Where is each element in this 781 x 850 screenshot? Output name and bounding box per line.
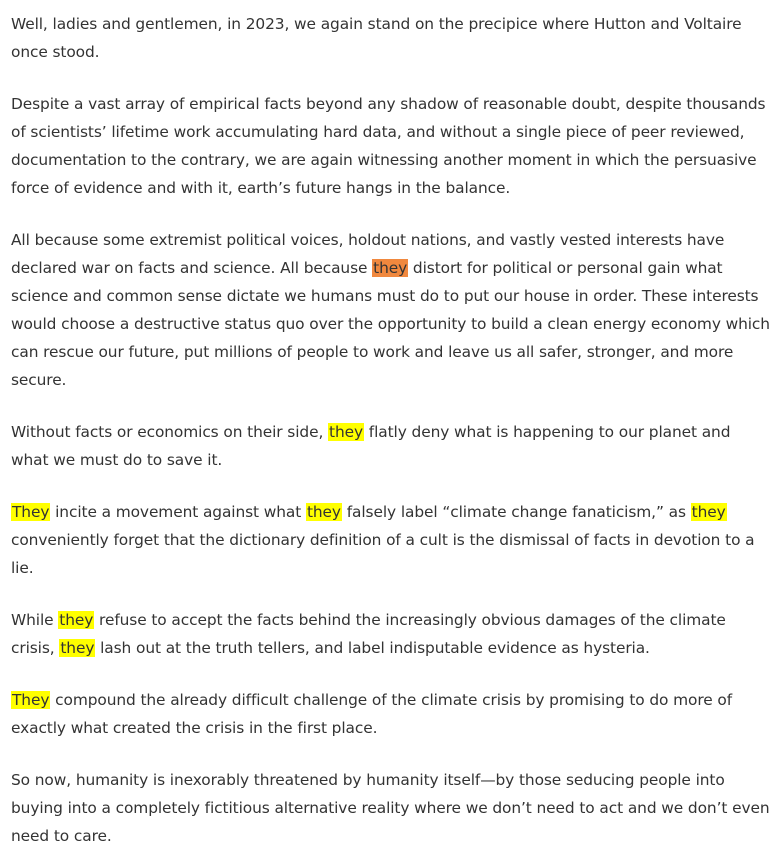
paragraph-text: While xyxy=(11,611,59,629)
current-search-match: they xyxy=(373,259,408,277)
search-match-highlight: They xyxy=(12,691,50,709)
paragraph-text: flatly deny what is happening to our planet and what we must do to save it. xyxy=(11,423,731,469)
search-match-highlight: they xyxy=(329,423,363,441)
article-paragraph xyxy=(11,10,771,66)
search-match-highlight: they xyxy=(59,611,94,629)
article-paragraph xyxy=(11,90,771,202)
paragraph-text: Without facts or economics on their side, xyxy=(11,423,329,441)
article-paragraph xyxy=(11,418,771,474)
article-paragraph xyxy=(11,498,771,582)
article-paragraph xyxy=(11,226,771,394)
article-paragraph xyxy=(11,606,771,662)
paragraph-text: So now, humanity is inexorably threatened by humanity itself—by those seducing people into buying into a completely fictitious alternative reality where we don’t need to act and we don’t even need to care. xyxy=(11,771,770,845)
paragraph-text: distort for political or personal gain what science and common sense dictate we humans must do to put our house in order. These interests would choose a destructive status quo over the opportunity to build a clean energy economy which can rescue our future, put millions of people to work and leave us all safer, stronger, and more secure. xyxy=(11,259,770,389)
search-match-highlight: they xyxy=(60,639,95,657)
paragraph-text: Well, ladies and gentlemen, in 2023, we again stand on the precipice where Hutton and Voltaire once stood. xyxy=(11,15,742,61)
paragraph-text: Despite a vast array of empirical facts beyond any shadow of reasonable doubt, despite thousands of scientists’ lifetime work accumulating hard data, and without a single piece of peer reviewed, documentation to the contrary, we are again witnessing another moment in which the persuasive force of evidence and with it, earth’s future hangs in the balance. xyxy=(11,95,766,197)
paragraph-text: refuse to accept the facts behind the increasingly obvious damages of the climate crisis, xyxy=(11,611,726,657)
paragraph-text: conveniently forget that the dictionary definition of a cult is the dismissal of facts in devotion to a lie. xyxy=(11,531,755,577)
article-paragraph xyxy=(11,686,771,742)
paragraph-text: All because some extremist political voices, holdout nations, and vastly vested interests have declared war on facts and science. All because xyxy=(11,231,725,277)
search-match-highlight: they xyxy=(306,503,341,521)
paragraph-text: lash out at the truth tellers, and label indisputable evidence as hysteria. xyxy=(95,639,650,657)
paragraph-text: incite a movement against what xyxy=(50,503,306,521)
paragraph-text: falsely label “climate change fanaticism,” as xyxy=(341,503,691,521)
paragraph-text: compound the already difficult challenge of the climate crisis by promising to do more of exactly what created the crisis in the first place. xyxy=(11,691,733,737)
search-match-highlight: they xyxy=(691,503,726,521)
search-match-highlight: They xyxy=(12,503,50,521)
article-paragraph xyxy=(11,766,771,850)
